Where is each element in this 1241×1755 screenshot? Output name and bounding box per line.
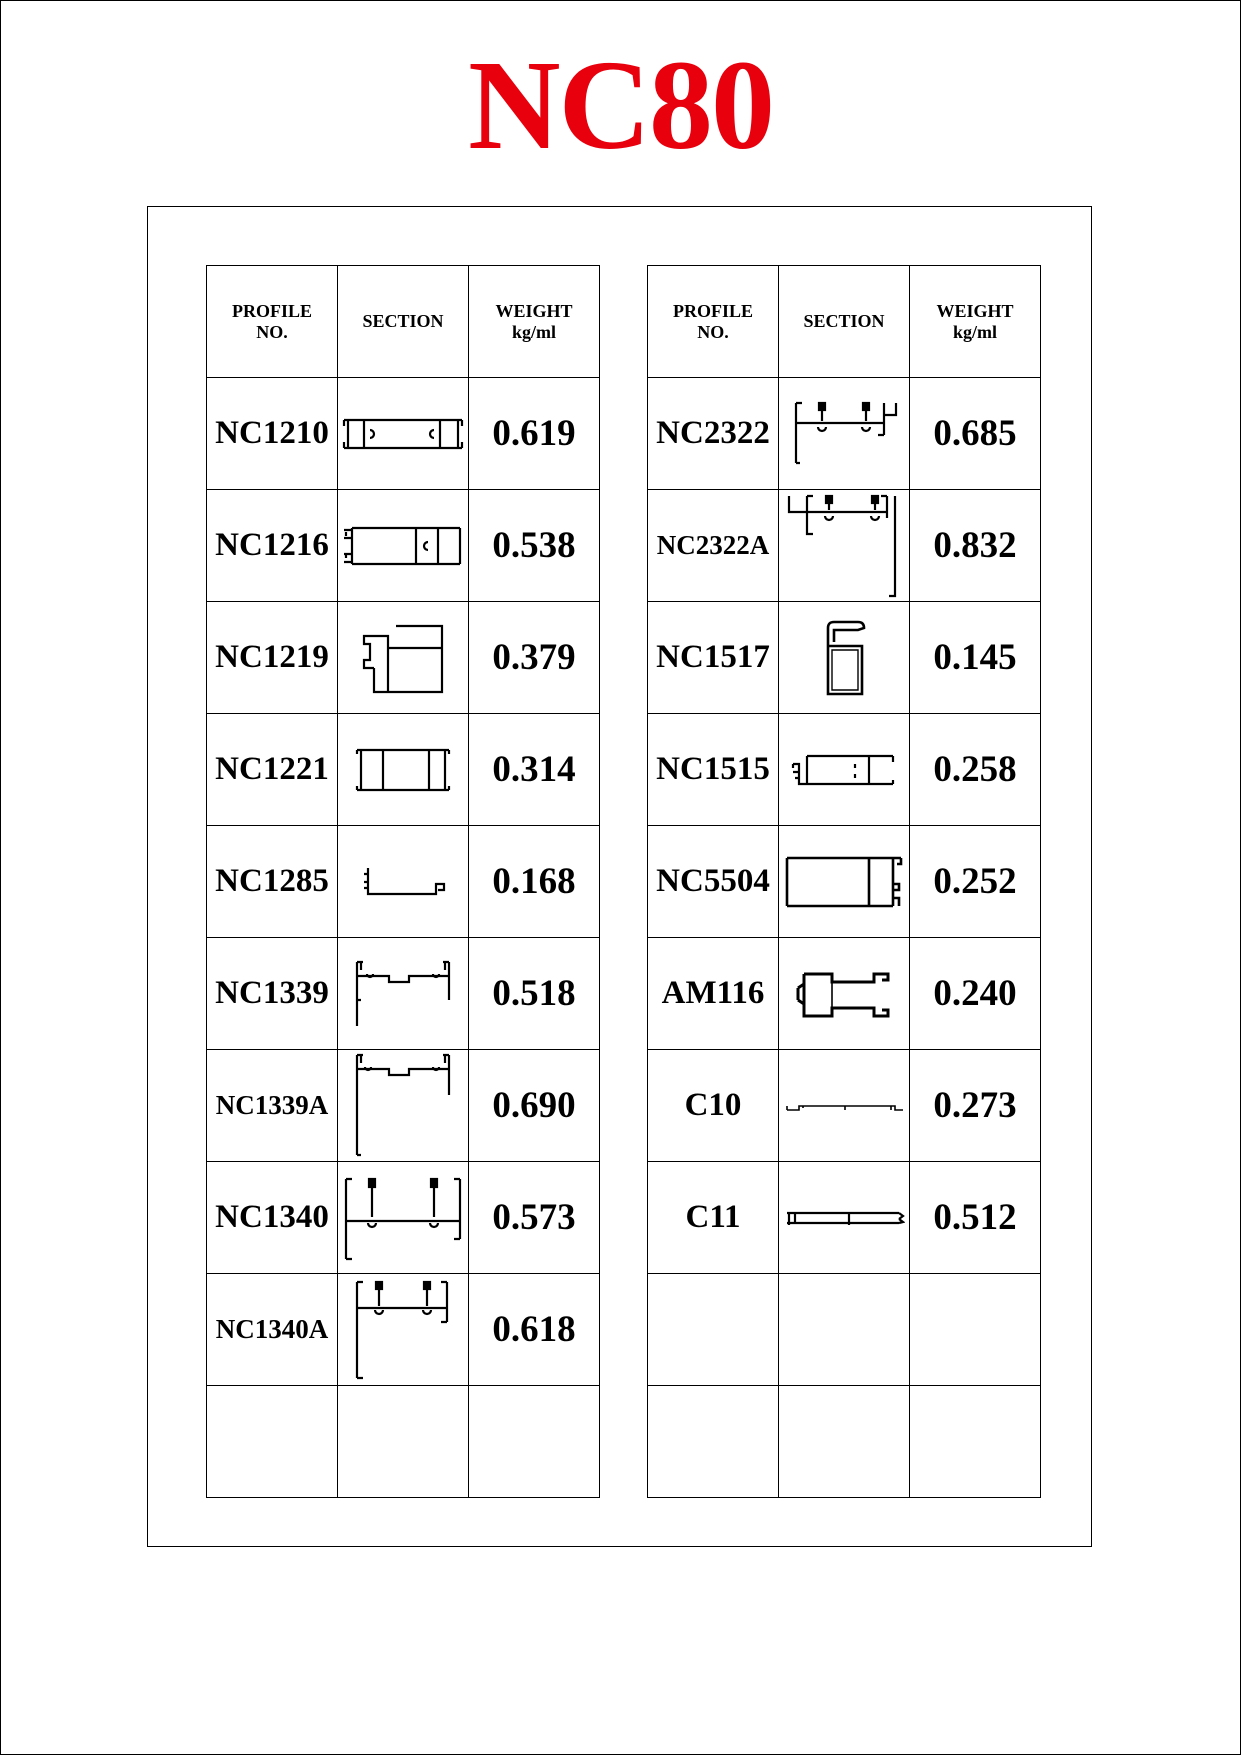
weight-value: 0.252 — [910, 826, 1041, 938]
header-no-label: NO. — [697, 321, 729, 342]
weight-value — [910, 1274, 1041, 1386]
profile-no: NC5504 — [648, 826, 779, 938]
table-row — [648, 490, 1041, 602]
profile-no: NC1219 — [207, 602, 338, 714]
profile-no: NC1339 — [207, 938, 338, 1050]
profile-no: NC1340 — [207, 1162, 338, 1274]
weight-value: 0.685 — [910, 378, 1041, 490]
header-weight — [910, 266, 1041, 378]
table-row — [207, 490, 600, 602]
weight-value — [910, 1386, 1041, 1498]
nc2322a-section-icon — [785, 494, 903, 598]
profile-table-left — [206, 265, 600, 1498]
profile-no — [648, 1386, 779, 1498]
profile-no: NC1515 — [648, 714, 779, 826]
header-unit-label: kg/ml — [952, 321, 997, 342]
section-cell — [338, 714, 469, 826]
table-row — [207, 714, 600, 826]
section-cell — [779, 490, 910, 602]
table-row — [207, 1274, 600, 1386]
section-cell — [338, 1162, 469, 1274]
section-cell — [779, 1274, 910, 1386]
profile-no: NC1285 — [207, 826, 338, 938]
c10-section-icon — [783, 1096, 905, 1116]
profile-no: NC2322A — [648, 490, 779, 602]
table-row — [207, 938, 600, 1050]
profile-no: NC1221 — [207, 714, 338, 826]
section-cell — [779, 1162, 910, 1274]
profile-no: NC1339A — [207, 1050, 338, 1162]
weight-value: 0.168 — [469, 826, 600, 938]
section-cell — [779, 602, 910, 714]
section-cell — [338, 938, 469, 1050]
am116-section-icon — [792, 964, 896, 1024]
table-row — [648, 1274, 1041, 1386]
profile-no — [648, 1274, 779, 1386]
header-section: SECTION — [779, 266, 910, 378]
profile-no: C11 — [648, 1162, 779, 1274]
weight-value: 0.618 — [469, 1274, 600, 1386]
weight-value: 0.832 — [910, 490, 1041, 602]
section-cell — [338, 1050, 469, 1162]
section-cell — [779, 938, 910, 1050]
section-cell — [779, 714, 910, 826]
nc1216-section-icon — [342, 522, 464, 570]
profile-table-right — [647, 265, 1041, 1498]
table-header-row — [207, 266, 600, 378]
profile-no — [207, 1386, 338, 1498]
weight-value: 0.690 — [469, 1050, 600, 1162]
section-cell — [779, 1386, 910, 1498]
nc1517-section-icon — [814, 618, 874, 698]
table-row — [207, 826, 600, 938]
weight-value: 0.273 — [910, 1050, 1041, 1162]
weight-value: 0.379 — [469, 602, 600, 714]
nc2322-section-icon — [788, 401, 900, 467]
nc1210-section-icon — [342, 414, 464, 454]
header-profile-no — [207, 266, 338, 378]
table-row — [207, 602, 600, 714]
table-row — [648, 826, 1041, 938]
table-row — [648, 1386, 1041, 1498]
section-cell — [338, 602, 469, 714]
header-weight-label: WEIGHT — [495, 300, 573, 321]
section-cell — [779, 826, 910, 938]
section-cell — [779, 378, 910, 490]
weight-value: 0.619 — [469, 378, 600, 490]
table-row — [648, 1162, 1041, 1274]
table-row — [207, 378, 600, 490]
section-cell — [338, 826, 469, 938]
profile-no: NC1216 — [207, 490, 338, 602]
profile-no: NC1340A — [207, 1274, 338, 1386]
table-row — [648, 938, 1041, 1050]
c11-section-icon — [783, 1207, 905, 1229]
weight-value: 0.538 — [469, 490, 600, 602]
table-row — [648, 1050, 1041, 1162]
header-no-label: NO. — [256, 321, 288, 342]
header-profile-label: PROFILE — [672, 300, 753, 321]
section-cell — [338, 1274, 469, 1386]
profile-no: NC2322 — [648, 378, 779, 490]
weight-value: 0.258 — [910, 714, 1041, 826]
section-cell — [338, 1386, 469, 1498]
section-cell — [338, 378, 469, 490]
table-header-row — [648, 266, 1041, 378]
header-weight — [469, 266, 600, 378]
table-row — [648, 714, 1041, 826]
table-row — [207, 1050, 600, 1162]
profile-no: NC1210 — [207, 378, 338, 490]
profile-no: AM116 — [648, 938, 779, 1050]
table-row — [207, 1386, 600, 1498]
nc1515-section-icon — [789, 750, 899, 790]
weight-value: 0.512 — [910, 1162, 1041, 1274]
weight-value: 0.314 — [469, 714, 600, 826]
profile-no: NC1517 — [648, 602, 779, 714]
header-unit-label: kg/ml — [511, 321, 556, 342]
weight-value: 0.573 — [469, 1162, 600, 1274]
section-cell — [338, 490, 469, 602]
nc1339-section-icon — [351, 958, 455, 1030]
nc5504-section-icon — [783, 854, 905, 910]
nc1340-section-icon — [342, 1173, 464, 1263]
table-row — [207, 1162, 600, 1274]
section-cell — [779, 1050, 910, 1162]
nc1221-section-icon — [353, 746, 453, 794]
nc1340a-section-icon — [351, 1278, 455, 1382]
weight-value: 0.518 — [469, 938, 600, 1050]
nc1339a-section-icon — [351, 1053, 455, 1159]
header-section: SECTION — [338, 266, 469, 378]
page-title: NC80 — [468, 34, 773, 176]
header-weight-label: WEIGHT — [936, 300, 1014, 321]
table-row — [648, 602, 1041, 714]
nc1219-section-icon — [358, 620, 448, 696]
weight-value: 0.240 — [910, 938, 1041, 1050]
nc1285-section-icon — [358, 864, 448, 900]
weight-value — [469, 1386, 600, 1498]
weight-value: 0.145 — [910, 602, 1041, 714]
header-profile-label: PROFILE — [231, 300, 312, 321]
table-row — [648, 378, 1041, 490]
profile-no: C10 — [648, 1050, 779, 1162]
header-profile-no — [648, 266, 779, 378]
